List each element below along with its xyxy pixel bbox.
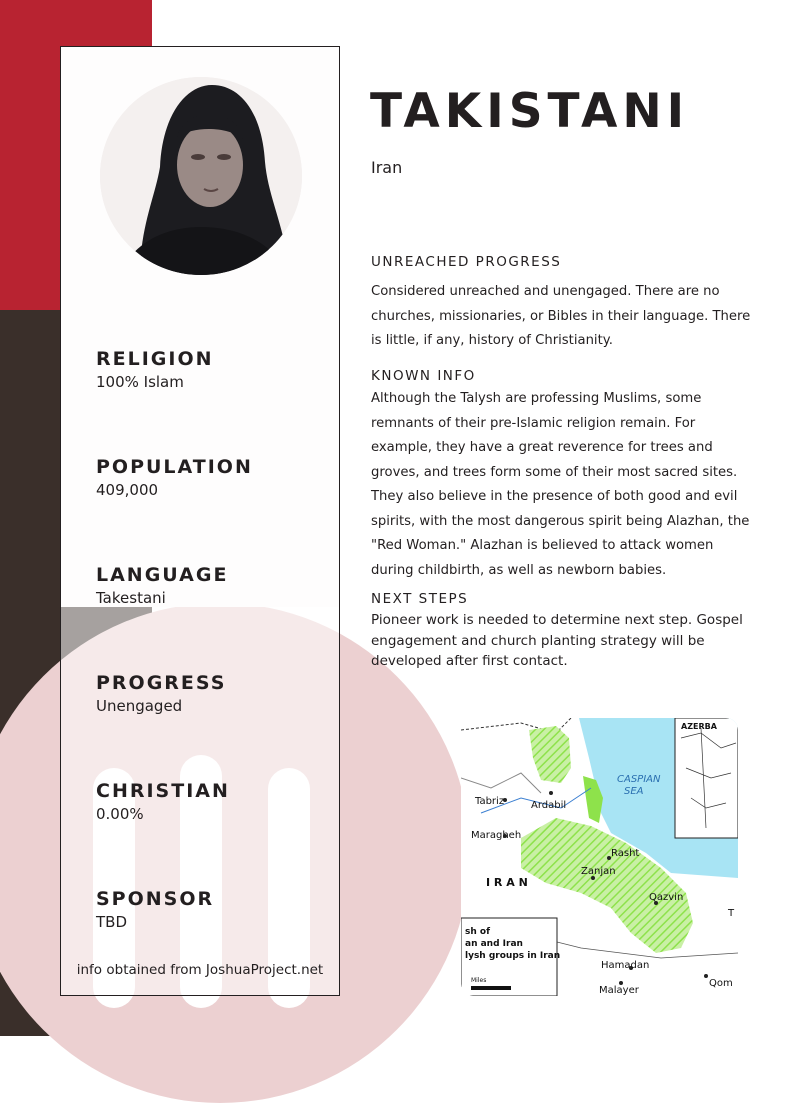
map-image [461,718,738,996]
country-name: Iran [371,158,403,177]
stat-progress [96,672,226,716]
map-label: Qazvin [649,892,684,903]
map-label: SEA [624,786,644,797]
stat-label: PROGRESS [96,672,227,694]
stat-value: 100% Islam [96,373,184,391]
stat-sponsor [96,888,214,932]
map-label: Ardabil [531,800,567,811]
stat-value: Unengaged [96,697,183,715]
stat-label: LANGUAGE [96,564,229,586]
stat-value: TBD [96,913,128,931]
map-label: T [728,908,735,919]
woman-portrait-image [100,77,302,275]
section-heading-unreached: UNREACHED PROGRESS [371,254,562,270]
map-label: Zanjan [581,866,616,877]
map-label: Rasht [611,848,640,859]
section-body-unreached: Considered unreached and unengaged. There are no churches, missionaries, or Bibles in their language. There is little, if any, history of Christianity. [371,284,751,348]
map-label: Qom [709,978,733,989]
stat-label: RELIGION [96,348,214,370]
stat-label: POPULATION [96,456,253,478]
map-label: sh of [465,927,490,937]
stat-label: CHRISTIAN [96,780,230,802]
map-label: AZERBA [681,722,717,731]
section-heading-next: NEXT STEPS [371,591,469,607]
stat-value: 409,000 [96,481,159,499]
map-label: Maragheh [471,830,522,841]
stat-christian [96,780,230,824]
profile-photo [100,77,302,275]
stat-value: 0.00% [96,805,144,823]
map-label: I R A N [486,876,528,889]
map-label: Hamadan [601,960,650,971]
stat-population [96,456,253,500]
source-credit: info obtained from JoshuaProject.net [76,962,324,978]
stat-religion [96,348,214,392]
section-heading-known: KNOWN INFO [371,368,476,384]
region-map [461,718,738,996]
map-label: Tabriz [475,796,505,807]
people-group-title: TAKISTANI [370,84,690,139]
section-body-next: Pioneer work is needed to determine next step. Gospel engagement and church planting strategy will be developed after first contact. [371,612,743,669]
map-label: lysh groups in Iran [465,951,561,961]
stat-value: Takestani [96,589,166,607]
map-label: Malayer [599,985,639,996]
map-label: Miles [471,977,487,984]
map-label: CASPIAN [617,774,661,785]
map-label: an and Iran [465,939,523,949]
stat-label: SPONSOR [96,888,215,910]
stat-language [96,564,228,608]
section-body-known: Although the Talysh are professing Muslims, some remnants of their pre-Islamic religion remain. For example, they have a great reverence for trees and groves, and trees form some of their most sacred sites. They also believe in the presence of both good and evil spirits, with the most dangerous spirit being Alazhan, the "Red Woman." Alazhan is believed to attack women during childbirth, as well as newborn babies. [371,391,750,578]
